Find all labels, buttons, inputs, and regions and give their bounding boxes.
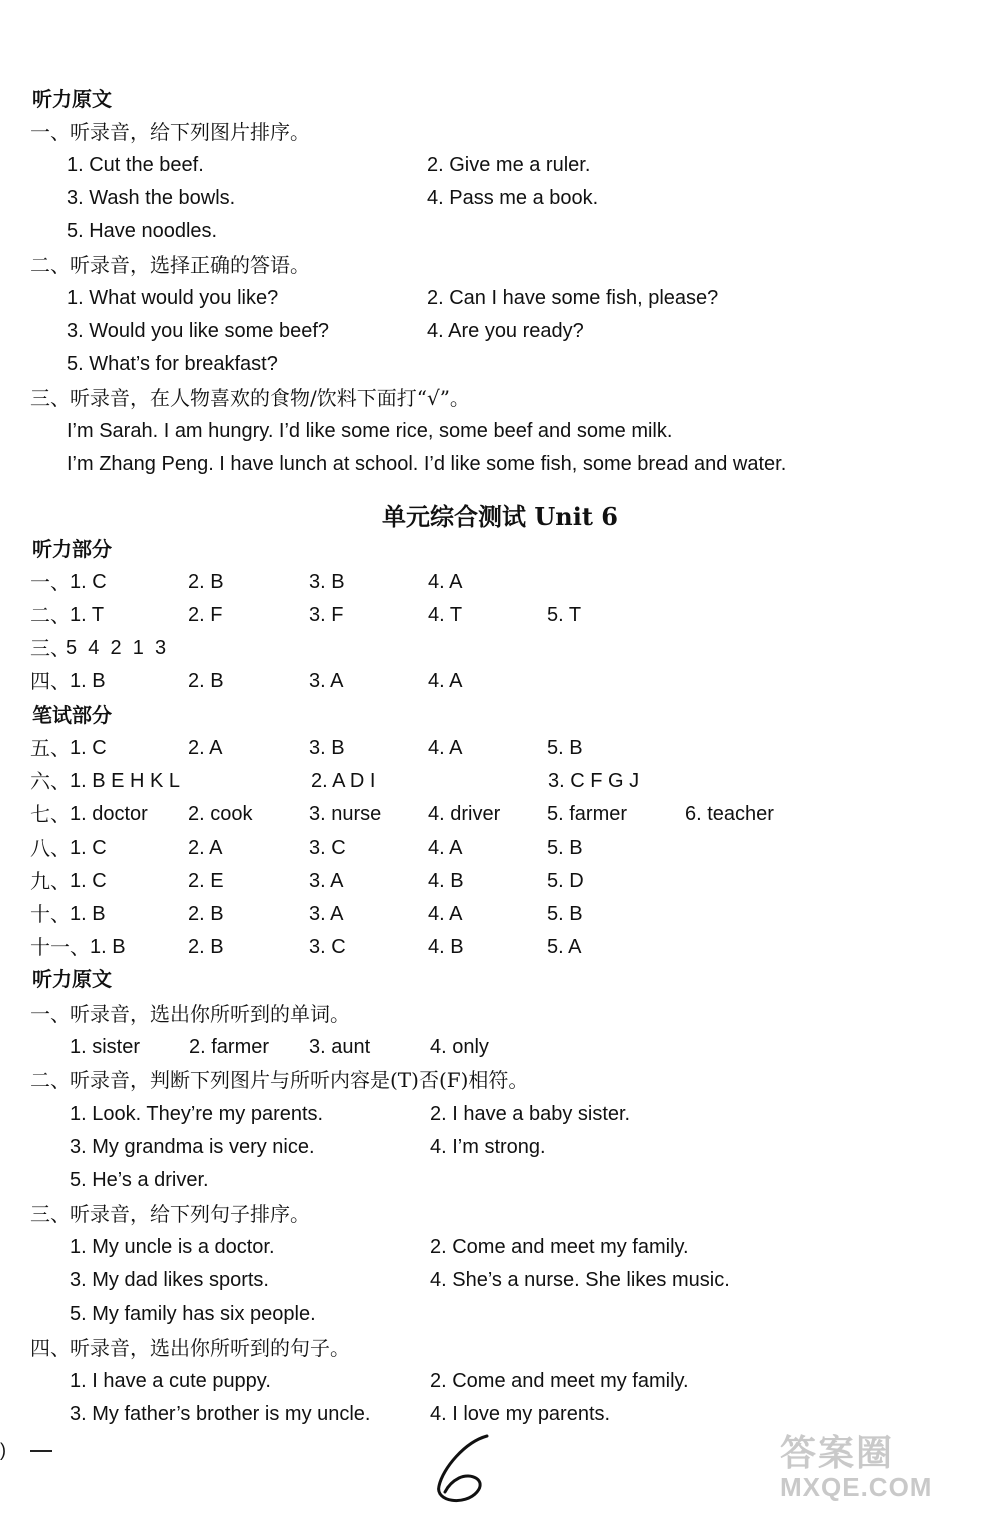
answer-cell: 2. B	[188, 670, 224, 692]
row-label: 三、	[30, 636, 70, 660]
list-item: 3. My grandma is very nice.	[70, 1136, 315, 1158]
answer-cell: 3. B	[309, 737, 345, 759]
question-title: 一、听录音，选出你所听到的单词。	[30, 1002, 350, 1026]
answer-cell: 1. B	[70, 903, 106, 925]
answer-cell: 4. A	[428, 571, 463, 593]
list-item: 4. I’m strong.	[430, 1136, 546, 1158]
row-label: 四、	[30, 669, 70, 693]
answer-cell: 1. B	[70, 670, 106, 692]
list-item: 2. Can I have some fish, please?	[427, 287, 719, 309]
list-item: 1. What would you like?	[67, 287, 279, 309]
list-item: 4. I love my parents.	[430, 1403, 611, 1425]
handwritten-six-icon	[425, 1428, 515, 1508]
answer-cell: 2. E	[188, 870, 224, 892]
list-item: 5. What’s for breakfast?	[67, 353, 278, 375]
list-item: 3. aunt	[309, 1036, 371, 1058]
answer-cell: 2. A	[188, 737, 223, 759]
section-heading-listening-script: 听力原文	[32, 89, 112, 111]
answer-cell: 2. A	[188, 837, 223, 859]
answer-cell: 3. C	[309, 936, 346, 958]
section-heading-listening-part: 听力部分	[32, 539, 112, 561]
row-label: 二、	[30, 603, 70, 627]
list-item: 1. Cut the beef.	[67, 154, 204, 176]
row-label: 九、	[30, 869, 70, 893]
answer-cell: 4. B	[428, 936, 464, 958]
answer-cell: 2. B	[188, 903, 224, 925]
watermark-url: MXQE.COM	[780, 1472, 933, 1502]
list-item: 4. She’s a nurse. She likes music.	[430, 1269, 730, 1291]
answer-cell: 4. A	[428, 903, 463, 925]
row-label: 十一、	[30, 935, 90, 959]
section-heading-written-part: 笔试部分	[32, 705, 112, 727]
answer-cell: 3. nurse	[309, 803, 382, 825]
answer-cell: 1. B	[90, 936, 126, 958]
list-item: 1. sister	[70, 1036, 141, 1058]
answer-cell: 4. A	[428, 670, 463, 692]
answer-cell: 3. A	[309, 670, 344, 692]
page-dash	[30, 1450, 52, 1452]
answer-cell: 1. C	[70, 837, 107, 859]
list-item: 2. farmer	[189, 1036, 270, 1058]
list-item: 3. Would you like some beef?	[67, 320, 330, 342]
question-title: 三、听录音，在人物喜欢的食物/饮料下面打“√”。	[30, 386, 470, 410]
answer-cell: 2. B	[188, 936, 224, 958]
answer-cell: 5. B	[547, 903, 583, 925]
list-item: 2. Come and meet my family.	[430, 1370, 689, 1392]
list-item: 3. Wash the bowls.	[67, 187, 236, 209]
list-item: 1. Look. They’re my parents.	[70, 1103, 324, 1125]
answer-cell: 6. teacher	[685, 803, 774, 825]
answer-cell: 4. driver	[428, 803, 501, 825]
answer-cell: 3. C	[309, 837, 346, 859]
watermark	[780, 1425, 932, 1503]
question-title: 二、听录音，判断下列图片与所听内容是(T)否(F)相符。	[30, 1068, 529, 1092]
answer-cell: 3. A	[309, 870, 344, 892]
answer-cell: 5. B	[547, 737, 583, 759]
answer-cell: 1. C	[70, 737, 107, 759]
list-item: 2. Come and meet my family.	[430, 1236, 689, 1258]
row-label: 五、	[30, 736, 70, 760]
list-item: 1. I have a cute puppy.	[70, 1370, 271, 1392]
list-item: 4. Pass me a book.	[427, 187, 599, 209]
margin-mark: )	[0, 1440, 6, 1460]
list-item: 2. I have a baby sister.	[430, 1103, 631, 1125]
answer-cell: 3. B	[309, 571, 345, 593]
answer-cell: 1. C	[70, 870, 107, 892]
list-item: 5. He’s a driver.	[70, 1169, 209, 1191]
question-title: 四、听录音，选出你所听到的句子。	[30, 1336, 350, 1360]
script-line: I’m Zhang Peng. I have lunch at school. I’d like some fish, some bread and water.	[67, 453, 787, 475]
answer-cell: 1. B E H K L	[70, 770, 181, 792]
answer-cell: 2. B	[188, 571, 224, 593]
unit-title: 单元综合测试 Unit 6	[382, 502, 618, 531]
watermark-logo-text: 答案圈	[780, 1433, 895, 1474]
answer-cell: 5. B	[547, 837, 583, 859]
row-label: 七、	[30, 802, 70, 826]
list-item: 4. only	[430, 1036, 489, 1058]
answer-cell: 1. doctor	[70, 803, 148, 825]
answer-cell: 1. T	[70, 604, 105, 626]
row-label: 十、	[30, 902, 70, 926]
answer-cell: 2. cook	[188, 803, 253, 825]
answer-cell: 4. A	[428, 837, 463, 859]
answer-cell: 2. F	[188, 604, 223, 626]
list-item: 4. Are you ready?	[427, 320, 584, 342]
question-title: 二、听录音，选择正确的答语。	[30, 253, 310, 277]
answer-cell: 5 4 2 1 3	[66, 637, 167, 659]
answer-cell: 3. C F G J	[548, 770, 640, 792]
answer-cell: 2. A D I	[311, 770, 376, 792]
answer-cell: 3. A	[309, 903, 344, 925]
answer-cell: 5. T	[547, 604, 582, 626]
answer-cell: 1. C	[70, 571, 107, 593]
answer-cell: 4. A	[428, 737, 463, 759]
answer-cell: 5. D	[547, 870, 584, 892]
answer-cell: 5. farmer	[547, 803, 628, 825]
answer-cell: 4. B	[428, 870, 464, 892]
list-item: 5. My family has six people.	[70, 1303, 316, 1325]
row-label: 八、	[30, 836, 70, 860]
answer-cell: 3. F	[309, 604, 344, 626]
answer-cell: 5. A	[547, 936, 582, 958]
list-item: 5. Have noodles.	[67, 220, 218, 242]
list-item: 3. My father’s brother is my uncle.	[70, 1403, 371, 1425]
answer-cell: 4. T	[428, 604, 463, 626]
list-item: 2. Give me a ruler.	[427, 154, 591, 176]
script-line: I’m Sarah. I am hungry. I’d like some rice, some beef and some milk.	[67, 420, 673, 442]
list-item: 3. My dad likes sports.	[70, 1269, 269, 1291]
question-title: 一、听录音，给下列图片排序。	[30, 120, 310, 144]
row-label: 六、	[30, 769, 70, 793]
row-label: 一、	[30, 570, 70, 594]
question-title: 三、听录音，给下列句子排序。	[30, 1202, 310, 1226]
list-item: 1. My uncle is a doctor.	[70, 1236, 275, 1258]
section-heading-listening-script: 听力原文	[32, 969, 112, 991]
